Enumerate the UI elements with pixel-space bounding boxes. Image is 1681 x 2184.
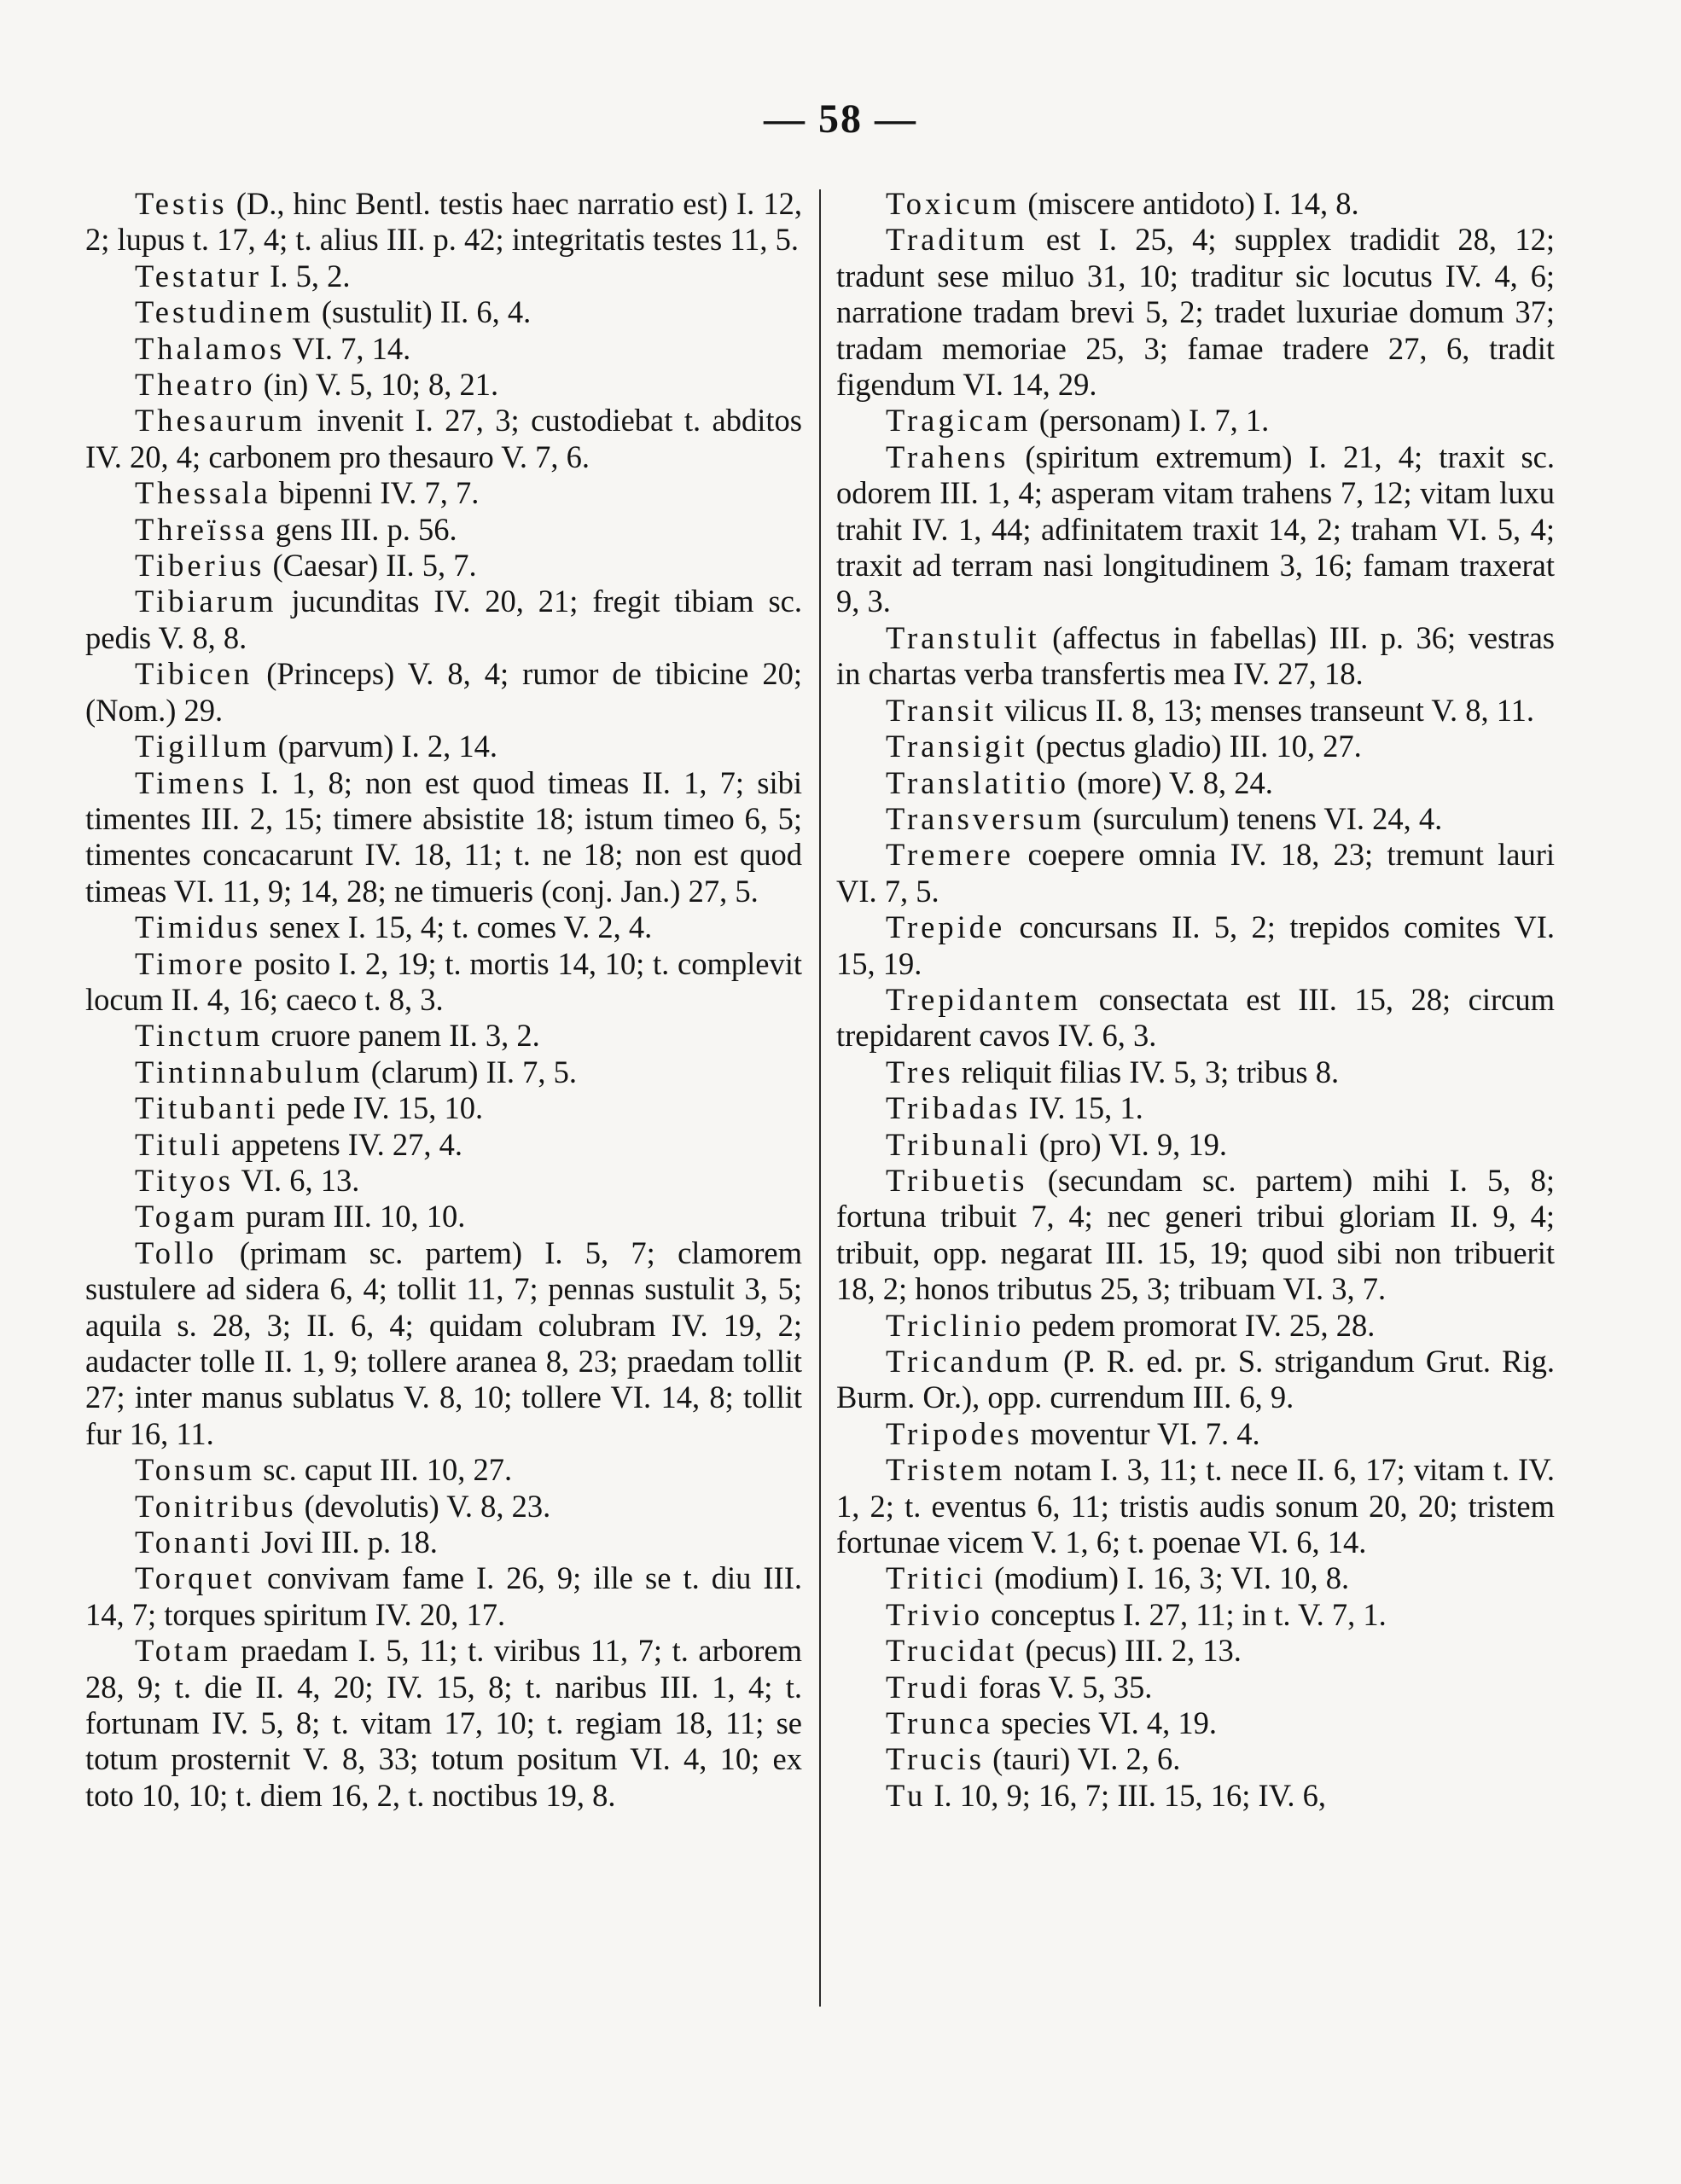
entry-headword: Trucidat: [886, 1633, 1018, 1669]
index-entry: [85, 258, 802, 294]
entry-headword: Traditum: [886, 222, 1028, 258]
entry-references: (pro) VI. 9, 19.: [1031, 1126, 1227, 1162]
entry-headword: Theatro: [135, 367, 256, 403]
index-entry: [85, 512, 802, 548]
index-entry: [85, 1560, 802, 1633]
entry-headword: Tu: [886, 1777, 927, 1813]
entry-headword: Tremere: [886, 837, 1015, 873]
entry-headword: Transit: [886, 692, 998, 728]
entry-references: gens III. p. 56.: [267, 511, 457, 547]
index-entry: [836, 186, 1555, 222]
index-entry: [836, 1127, 1555, 1163]
entry-headword: Testis: [135, 186, 228, 221]
index-entry: [85, 548, 802, 584]
entry-references: senex I. 15, 4; t. comes V. 2, 4.: [261, 909, 653, 945]
right-column: [836, 186, 1555, 1814]
index-entry: [85, 294, 802, 330]
index-entry: [85, 403, 802, 475]
entry-references: consectata est III. 15, 28; circum trepidarent cavos IV. 6, 3.: [836, 981, 1555, 1054]
entry-headword: Tristem: [886, 1452, 1006, 1488]
entry-references: (D., hinc Bentl. testis haec narratio est) I. 12, 2; lupus t. 17, 4; t. alius III. p. 42; integritatis testes 11, 5.: [85, 186, 802, 258]
entry-references: (miscere antidoto) I. 14, 8.: [1020, 186, 1359, 221]
entry-headword: Tintinnabulum: [135, 1054, 364, 1089]
entry-headword: Trucis: [886, 1741, 985, 1777]
entry-references: conceptus I. 27, 11; in t. V. 7, 1.: [982, 1596, 1387, 1632]
entry-headword: Tollo: [135, 1234, 218, 1270]
entry-references: VI. 6, 13.: [234, 1162, 360, 1198]
entry-references: I. 1, 8; non est quod timeas II. 1, 7; sibi timentes III. 2, 15; timere absistite 18; istum timeo 6, 5; timentes concacarunt IV. 18, 11; t. ne 18; non est quod timeas VI. 11, 9; 14, 28; ne timueris (conj. Jan.) 27, 5.: [85, 764, 802, 909]
entry-references: (Caesar) II. 5, 7.: [265, 548, 477, 584]
entry-references: (sustulit) II. 6, 4.: [313, 294, 532, 330]
entry-headword: Tibicen: [135, 656, 253, 692]
index-entry: [85, 1054, 802, 1090]
entry-headword: Tres: [886, 1054, 954, 1089]
index-entry: [836, 222, 1555, 403]
index-entry: [836, 620, 1555, 693]
index-entry: [85, 1090, 802, 1126]
index-entry: [836, 1705, 1555, 1741]
index-entry: [836, 909, 1555, 982]
entry-headword: Timidus: [135, 909, 262, 945]
index-entry: [85, 946, 802, 1019]
entry-references: (Princeps) V. 8, 4; rumor de tibicine 20; (Nom.) 29.: [85, 656, 802, 728]
entry-headword: Tityos: [135, 1162, 234, 1198]
index-entry: [85, 1489, 802, 1525]
entry-references: est I. 25, 4; supplex tradidit 28, 12; tradunt sese miluo 31, 10; traditur sic locutus IV. 4, 6; narratione tradam brevi 5, 2; tradet luxuriae domum 37; tradam memoriae 25, 3; famae tradere 27, 6, tradit figendum VI. 14, 29.: [836, 222, 1555, 403]
entry-references: coepere omnia IV. 18, 23; tremunt lauri VI. 7, 5.: [836, 837, 1555, 909]
entry-headword: Tigillum: [135, 729, 270, 764]
entry-headword: Totam: [135, 1633, 231, 1669]
entry-headword: Thessala: [135, 475, 271, 511]
entry-references: invenit I. 27, 3; custodiebat t. abditos IV. 20, 4; carbonem pro thesauro V. 7, 6.: [85, 403, 802, 474]
entry-headword: Tribadas: [886, 1090, 1021, 1126]
entry-references: posito I. 2, 19; t. mortis 14, 10; t. complevit locum II. 4, 16; caeco t. 8, 3.: [85, 945, 802, 1017]
index-entry: [836, 693, 1555, 729]
entry-references: (tauri) VI. 2, 6.: [984, 1741, 1181, 1777]
entry-references: (devolutis) V. 8, 23.: [296, 1488, 551, 1524]
entry-references: species VI. 4, 19.: [993, 1705, 1217, 1741]
entry-references: pede IV. 15, 10.: [278, 1090, 484, 1126]
index-entry: [85, 1235, 802, 1452]
entry-references: (P. R. ed. pr. S. strigandum Grut. Rig. Burm. Or.), opp. currendum III. 6, 9.: [836, 1344, 1555, 1415]
index-entry: [836, 403, 1555, 439]
entry-headword: Tribuetis: [886, 1162, 1028, 1198]
page-number-header: — 58 —: [764, 96, 917, 142]
index-entry: [836, 1416, 1555, 1452]
entry-headword: Tituli: [135, 1126, 224, 1162]
entry-headword: Trunca: [886, 1705, 994, 1741]
index-entry: [836, 765, 1555, 801]
index-entry: [836, 1090, 1555, 1126]
index-entry: [836, 1778, 1555, 1814]
index-entry: [836, 1670, 1555, 1705]
index-entry: [85, 1018, 802, 1054]
index-entry: [836, 1344, 1555, 1416]
entry-headword: Thalamos: [135, 330, 285, 366]
entry-headword: Timore: [135, 945, 247, 981]
entry-headword: Tibiarum: [135, 584, 277, 619]
index-entry: [85, 1163, 802, 1199]
index-entry: [85, 1199, 802, 1234]
entry-headword: Tripodes: [886, 1415, 1023, 1451]
index-entry: [836, 801, 1555, 837]
entry-references: (parvum) I. 2, 14.: [270, 729, 498, 764]
entry-headword: Torquet: [135, 1560, 255, 1596]
index-entry: [85, 367, 802, 403]
entry-references: (modium) I. 16, 3; VI. 10, 8.: [986, 1560, 1350, 1596]
entry-references: (affectus in fabellas) III. p. 36; vestras in chartas verba transfertis mea IV. 27, 18.: [836, 619, 1555, 692]
entry-references: (secundam sc. partem) mihi I. 5, 8; fortuna tribuit 7, 4; nec generi tribui gloriam II. 9, 4; tribuit, opp. negarat III. 15, 19; quod sibi non tribuerit 18, 2; honos tributus 25, 3; tribuam VI. 3, 7.: [836, 1162, 1555, 1307]
entry-headword: Translatitio: [886, 764, 1069, 800]
index-entry: [836, 1741, 1555, 1777]
entry-references: jucunditas IV. 20, 21; fregit tibiam sc. pedis V. 8, 8.: [85, 584, 802, 655]
entry-references: reliquit filias IV. 5, 3; tribus 8.: [953, 1054, 1340, 1089]
entry-references: (personam) I. 7, 1.: [1031, 403, 1270, 439]
entry-headword: Tiberius: [135, 548, 265, 584]
index-entry: [836, 982, 1555, 1054]
index-entry: [85, 909, 802, 945]
entry-references: (surculum) tenens VI. 24, 4.: [1085, 800, 1443, 836]
entry-references: (pectus gladio) III. 10, 27.: [1027, 729, 1362, 764]
entry-headword: Trepidantem: [886, 981, 1082, 1017]
entry-references: VI. 7, 14.: [284, 330, 411, 366]
entry-headword: Tonsum: [135, 1452, 256, 1488]
index-entry: [836, 729, 1555, 764]
index-entry: [85, 475, 802, 511]
entry-references: concursans II. 5, 2; trepidos comites VI. 15, 19.: [836, 909, 1555, 981]
entry-references: IV. 15, 1.: [1021, 1090, 1143, 1126]
index-entry: [85, 765, 802, 910]
entry-references: I. 10, 9; 16, 7; III. 15, 16; IV. 6,: [926, 1777, 1326, 1813]
entry-headword: Transtulit: [886, 619, 1040, 655]
entry-references: (in) V. 5, 10; 8, 21.: [255, 367, 499, 403]
index-entry: [85, 584, 802, 656]
entry-headword: Timens: [135, 764, 248, 800]
index-entry: [836, 1308, 1555, 1344]
entry-references: puram III. 10, 10.: [237, 1199, 466, 1234]
entry-headword: Triclinio: [886, 1307, 1025, 1343]
entry-headword: Toxicum: [886, 186, 1021, 221]
index-entry: [85, 1525, 802, 1560]
index-entry: [836, 1560, 1555, 1596]
entry-headword: Trepide: [886, 909, 1006, 945]
entry-references: bipenni IV. 7, 7.: [270, 475, 480, 511]
entry-headword: Togam: [135, 1199, 238, 1234]
index-entry: [85, 1452, 802, 1488]
index-entry: [85, 1127, 802, 1163]
entry-references: sc. caput III. 10, 27.: [255, 1452, 513, 1488]
entry-references: (more) V. 8, 24.: [1068, 764, 1273, 800]
entry-references: vilicus II. 8, 13; menses transeunt V. 8, 11.: [997, 692, 1535, 728]
entry-headword: Testatur: [135, 258, 263, 293]
entry-headword: Testudinem: [135, 294, 314, 330]
index-entry: [836, 1163, 1555, 1308]
entry-headword: Thesaurum: [135, 403, 306, 439]
entry-headword: Transversum: [886, 800, 1085, 836]
entry-references: pedem promorat IV. 25, 28.: [1024, 1307, 1376, 1343]
index-entry: [836, 439, 1555, 620]
entry-references: (primam sc. partem) I. 5, 7; clamorem sustulere ad sidera 6, 4; tollit 11, 7; pennas sustulit 3, 5; aquila s. 28, 3; II. 6, 4; quidam colubram IV. 19, 2; audacter tolle II. 1, 9; tollere aranea 8, 23; praedam tollit 27; inter manus sublatus V. 8, 10; tollere VI. 14, 8; tollit fur 16, 11.: [85, 1234, 802, 1451]
entry-references: foras V. 5, 35.: [970, 1669, 1153, 1705]
entry-references: I. 5, 2.: [262, 258, 351, 293]
entry-references: (pecus) III. 2, 13.: [1017, 1633, 1242, 1669]
index-entry: [85, 186, 802, 258]
entry-references: moventur VI. 7. 4.: [1022, 1415, 1260, 1451]
entry-references: praedam I. 5, 11; t. viribus 11, 7; t. arborem 28, 9; t. die II. 4, 20; IV. 15, 8; t. naribus III. 1, 4; t. fortunam IV. 5, 8; t. vitam 17, 10; t. regiam 18, 11; se totum prosternit V. 8, 33; totum positum VI. 4, 10; ex toto 10, 10; t. diem 16, 2, t. noctibus 19, 8.: [85, 1633, 802, 1813]
entry-headword: Titubanti: [135, 1090, 279, 1126]
index-entry: [836, 1633, 1555, 1669]
entry-headword: Tinctum: [135, 1018, 264, 1054]
entry-references: appetens IV. 27, 4.: [223, 1126, 462, 1162]
entry-references: (spiritum extremum) I. 21, 4; traxit sc. odorem III. 1, 4; asperam vitam trahens 7, 12; vitam luxu trahit IV. 1, 44; adfinitatem traxit 14, 2; traham VI. 5, 4; traxit ad terram nasi longitudinem 3, 16; famam traxerat 9, 3.: [836, 439, 1555, 619]
entry-headword: Tritici: [886, 1560, 986, 1596]
column-divider: [819, 189, 821, 2007]
index-entry: [836, 1054, 1555, 1090]
index-entry: [85, 656, 802, 729]
entry-references: Jovi III. p. 18.: [253, 1525, 438, 1560]
entry-headword: Trahens: [886, 439, 1009, 474]
entry-headword: Trudi: [886, 1669, 971, 1705]
entry-references: cruore panem II. 3, 2.: [263, 1018, 540, 1054]
entry-headword: Tonitribus: [135, 1488, 297, 1524]
index-entry: [836, 1597, 1555, 1633]
entry-headword: Tragicam: [886, 403, 1032, 439]
index-entry: [836, 837, 1555, 909]
entry-references: notam I. 3, 11; t. nece II. 6, 17; vitam t. IV. 1, 2; t. eventus 6, 11; tristis audis sonum 20, 20; tristem fortunae vicem V. 1, 6; t. poenae VI. 6, 14.: [836, 1452, 1555, 1560]
entry-headword: Tribunali: [886, 1126, 1032, 1162]
entry-headword: Tonanti: [135, 1525, 253, 1560]
index-entry: [836, 1452, 1555, 1560]
entry-headword: Trivio: [886, 1596, 983, 1632]
entry-references: (clarum) II. 7, 5.: [363, 1054, 578, 1089]
entry-headword: Transigit: [886, 729, 1028, 764]
entry-headword: Tricandum: [886, 1344, 1052, 1379]
entry-references: convivam fame I. 26, 9; ille se t. diu III. 14, 7; torques spiritum IV. 20, 17.: [85, 1560, 802, 1632]
entry-headword: Threïssa: [135, 511, 268, 547]
left-column: [85, 186, 802, 1814]
index-entry: [85, 729, 802, 764]
index-entry: [85, 331, 802, 367]
index-entry: [85, 1633, 802, 1814]
